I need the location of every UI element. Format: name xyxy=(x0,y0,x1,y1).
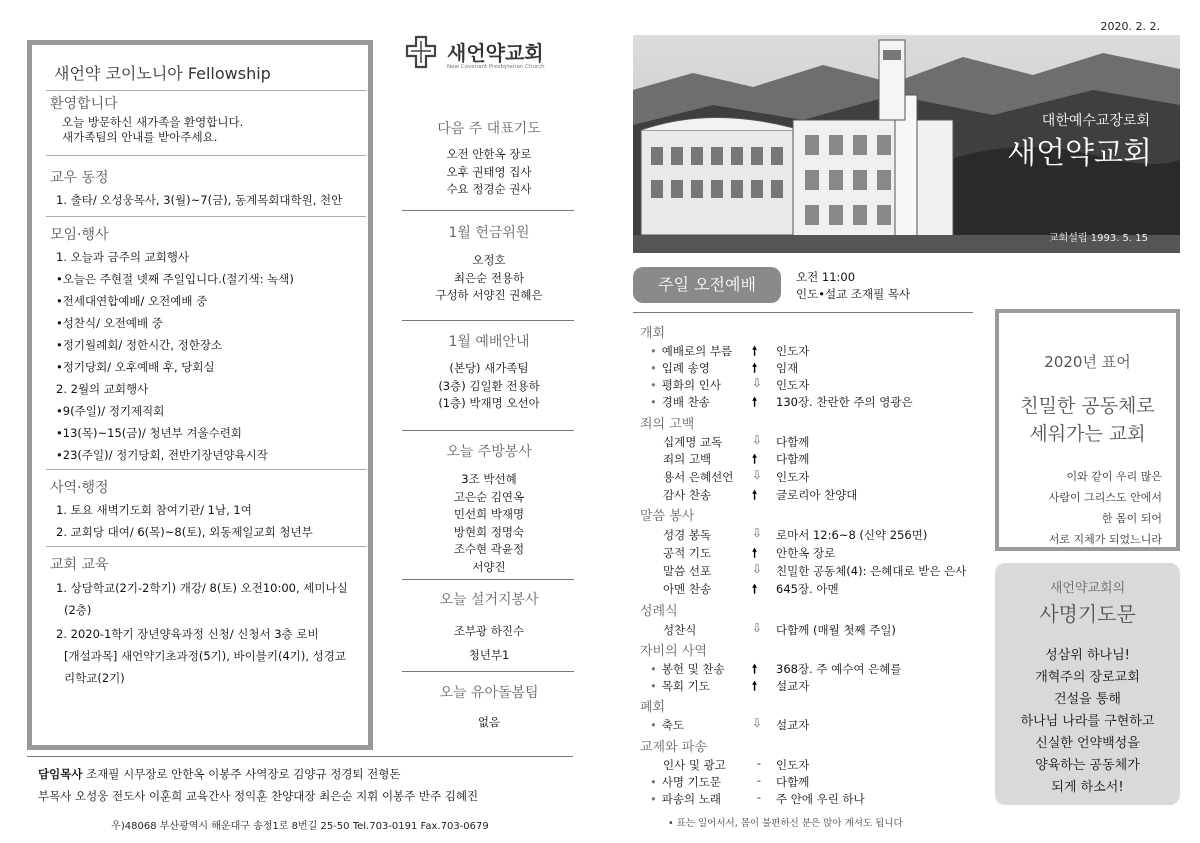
order-item-label: • 목회 기도 xyxy=(650,678,710,694)
sit-arrow-icon: ⇩ xyxy=(752,716,763,730)
section-line: •정기당회/ 오후예배 후, 당회실 xyxy=(56,360,215,374)
order-item-leader: 인도자 xyxy=(776,378,810,392)
dash-mark: - xyxy=(757,791,761,804)
order-item-leader: 130장. 찬란한 주의 영광은 xyxy=(776,395,913,409)
section-line: 조수현 곽윤정 xyxy=(453,542,525,556)
sit-arrow-icon: ⇩ xyxy=(752,468,763,482)
section-line: 오후 권태영 집사 xyxy=(446,164,532,179)
section-line: •전세대연합예배/ 오전예배 중 xyxy=(56,294,208,308)
stand-arrow-icon: 🠕 xyxy=(752,395,758,409)
divider xyxy=(46,155,366,156)
order-item-leader: 주 안에 우린 하나 xyxy=(776,792,865,806)
section-line: 1. 출타/ 오성웅목사, 3(월)~7(금), 동계목회대학원, 천안 xyxy=(56,193,343,207)
section-line: 서양진 xyxy=(472,559,506,574)
welcome-line: 오늘 방문하신 새가족을 환영합니다. xyxy=(62,115,244,129)
section-heading: 오늘 설거지봉사 xyxy=(439,592,539,608)
section-line: 1. 오늘과 금주의 교회행사 xyxy=(56,250,190,264)
stand-arrow-icon: 🠕 xyxy=(752,662,758,676)
staff-line-2: 부목사 오성웅 전도사 이훈희 교육간사 정익훈 찬양대장 최은순 지휘 이봉주 반주 김혜진 xyxy=(38,789,479,803)
order-group-heading: 교제와 파송 xyxy=(640,740,707,755)
section-line: (2층) xyxy=(64,603,92,617)
section-line: 조부광 하진수 xyxy=(453,624,525,638)
section-line: 리학교(2기) xyxy=(64,671,125,685)
stand-arrow-icon: 🠕 xyxy=(752,546,758,560)
sit-arrow-icon: ⇩ xyxy=(752,433,763,447)
theme-year: 2020년 표어 xyxy=(1044,353,1131,371)
order-group-heading: 폐회 xyxy=(640,700,666,715)
order-item-leader: 다함께 xyxy=(776,435,810,449)
denomination-text: 대한예수교장로회 xyxy=(1041,113,1150,129)
verse-line: 서로 지체가 되었느니라 xyxy=(1048,533,1162,546)
verse-line: 이와 같이 우리 많은 xyxy=(1066,470,1162,483)
order-item-leader: 친밀한 공동체(4): 은혜대로 받은 은사 xyxy=(776,564,967,578)
section-line: 최은순 전용하 xyxy=(453,270,525,285)
stand-arrow-icon: 🠕 xyxy=(752,488,758,502)
section-line: 청년부1 xyxy=(468,648,510,662)
church-photo xyxy=(633,35,1180,253)
childcare-section xyxy=(405,682,573,732)
mission-subtitle: 새언약교회의 xyxy=(1049,581,1126,596)
fellowship-panel xyxy=(27,40,373,750)
stand-arrow-icon: 🠕 xyxy=(752,679,758,693)
staff-line-1 xyxy=(38,766,401,782)
divider xyxy=(46,546,366,547)
divider xyxy=(402,579,574,580)
order-group-heading: 개회 xyxy=(640,326,666,341)
mission-prayer-box xyxy=(995,563,1180,805)
section-line: 3조 박선혜 xyxy=(461,472,517,486)
welcome-line: 새가족팀의 안내를 받아주세요. xyxy=(62,130,218,144)
order-item-label: 성찬식 xyxy=(663,623,697,637)
order-item-leader: 인도자 xyxy=(776,344,810,358)
sit-arrow-icon: ⇩ xyxy=(752,526,763,540)
order-item-leader: 인도자 xyxy=(776,470,810,484)
dash-mark: - xyxy=(757,774,761,787)
section-line: •오늘은 주현절 넷째 주일입니다.(절기색: 녹색) xyxy=(56,272,294,286)
yearly-theme-box xyxy=(995,309,1180,551)
kitchen-service-section xyxy=(405,441,573,576)
stand-arrow-icon: 🠕 xyxy=(752,582,758,596)
order-item-label: • 입례 송영 xyxy=(650,360,710,376)
section-line: •23(주일)/ 정기당회, 전반기장년양육시작 xyxy=(56,448,268,462)
section-heading: 다음 주 대표기도 xyxy=(437,121,541,137)
section-line: 오정호 xyxy=(472,253,506,267)
section-line: 2. 2월의 교회행사 xyxy=(56,382,149,396)
order-item-leader: 안한옥 장로 xyxy=(776,546,836,560)
order-item-label: 공적 기도 xyxy=(663,546,712,560)
divider xyxy=(402,430,574,431)
order-item-label: 십계명 교독 xyxy=(663,435,723,449)
order-item-label: • 경배 찬송 xyxy=(650,394,710,410)
section-line: 구성하 서양진 권혜은 xyxy=(435,288,543,302)
section-line: (3층) 김일환 전용하 xyxy=(438,378,540,393)
divider xyxy=(402,210,574,211)
verse-line: 한 몸이 되어 xyxy=(1101,512,1162,525)
next-prayer-section xyxy=(405,118,573,199)
order-item-label: 성경 봉독 xyxy=(663,528,712,542)
section-heading: 1월 헌금위원 xyxy=(448,225,530,241)
section-line: •정기월례회/ 정한시간, 정한장소 xyxy=(56,338,223,352)
mission-line: 건설을 통해 xyxy=(1054,692,1121,707)
section-line: 1. 상담학교(2기-2학기) 개강/ 8(토) 오전10:00, 세미나실 xyxy=(56,581,348,595)
service-name-badge: 주일 오전예배 xyxy=(633,267,781,303)
section-line: •성찬식/ 오전예배 중 xyxy=(56,316,163,330)
order-group-heading: 죄의 고백 xyxy=(640,417,695,432)
section-line: 오전 안한옥 장로 xyxy=(446,147,532,161)
stand-arrow-icon: 🠕 xyxy=(752,344,758,358)
order-item-label: 말씀 선포 xyxy=(663,564,712,578)
dash-mark: - xyxy=(757,757,761,770)
order-item-leader: 임재 xyxy=(776,361,799,375)
logo-subtitle: New Covenant Presbyterian Church xyxy=(447,64,545,70)
divider xyxy=(46,216,366,217)
stand-arrow-icon: 🠕 xyxy=(752,361,758,375)
section-line: 2. 교회당 대여/ 6(목)~8(토), 외동제일교회 청년부 xyxy=(56,525,313,539)
order-item-leader: 설교자 xyxy=(776,718,810,732)
section-heading: 교우 동정 xyxy=(50,170,109,186)
service-info xyxy=(796,269,910,303)
mission-line: 양육하는 공동체가 xyxy=(1035,758,1140,773)
divider xyxy=(27,756,573,757)
mission-title: 사명기도문 xyxy=(1039,602,1136,626)
mission-line: 되게 하소서! xyxy=(1051,780,1124,795)
motto-line: 세워가는 교회 xyxy=(1029,423,1146,445)
order-item-label: • 파송의 노래 xyxy=(650,791,721,807)
sit-arrow-icon: ⇩ xyxy=(752,376,763,390)
section-line: •13(목)~15(금)/ 청년부 겨울수련회 xyxy=(56,426,242,440)
sit-arrow-icon: ⇩ xyxy=(752,562,763,576)
mission-body xyxy=(995,645,1180,799)
order-item-label: • 사명 기도문 xyxy=(650,774,721,790)
bulletin-date: 2020. 2. 2. xyxy=(1100,20,1160,33)
order-item-leader: 다함께 (매월 첫째 주일) xyxy=(776,623,896,637)
staff-names: 조재필 시무장로 안한옥 이봉주 사역장로 김양규 정경퇴 전형돈 xyxy=(86,767,401,781)
order-group-heading: 성례식 xyxy=(640,604,678,619)
section-line: 1. 토요 새벽기도회 참여기관/ 1남, 1여 xyxy=(56,503,252,517)
worship-guide-section xyxy=(405,331,573,413)
welcome-heading: 환영합니다 xyxy=(50,96,118,112)
order-item-leader: 다함께 xyxy=(776,452,810,466)
order-item-leader: 368장. 주 예수여 은혜를 xyxy=(776,662,902,676)
section-heading: 모임·행사 xyxy=(50,227,109,243)
sit-arrow-icon: ⇩ xyxy=(752,621,763,635)
order-item-label: • 예배로의 부름 xyxy=(650,343,732,359)
section-heading: 사역·행정 xyxy=(50,480,109,496)
church-name-text: 새언약교회 xyxy=(1007,136,1152,171)
standing-footnote: • 표는 일어서서, 몸이 불편하신 분은 앉아 계셔도 됩니다 xyxy=(668,818,903,829)
order-group-heading: 말씀 봉사 xyxy=(640,509,695,524)
order-item-leader: 글로리아 찬양대 xyxy=(776,488,858,502)
logo-name: 새언약교회 xyxy=(447,41,544,65)
order-item-label: 용서 은혜선언 xyxy=(663,470,734,484)
order-item-label: • 봉헌 및 찬송 xyxy=(650,661,725,677)
service-leader: 인도•설교 조재필 목사 xyxy=(796,287,911,301)
section-line: 수요 정경순 권사 xyxy=(446,182,532,196)
church-address: 우)48068 부산광역시 해운대구 송정1로 8번길 25-50 Tel.703-0191 Fax.703-0679 xyxy=(111,821,489,832)
mission-line: 하나님 나라를 구현하고 xyxy=(1020,714,1155,729)
section-heading: 1월 예배안내 xyxy=(448,334,530,350)
founded-date: 교회설립 1993. 5. 15 xyxy=(1048,233,1148,244)
section-line: (1층) 박재명 오선아 xyxy=(438,396,540,410)
order-item-leader: 인도자 xyxy=(776,758,810,772)
divider xyxy=(633,312,973,313)
order-item-label: 아멘 찬송 xyxy=(663,582,712,596)
order-item-label: 감사 찬송 xyxy=(663,488,712,502)
theme-verse xyxy=(999,466,1176,550)
divider xyxy=(402,671,574,672)
section-line: 민선희 박재명 xyxy=(453,507,525,521)
order-item-leader: 로마서 12:6~8 (신약 256면) xyxy=(776,528,928,542)
divider xyxy=(46,90,366,91)
motto-line: 친밀한 공동체로 xyxy=(1020,395,1155,417)
section-heading: 오늘 유아돌봄팀 xyxy=(439,685,539,701)
order-item-label: 죄의 고백 xyxy=(663,452,712,466)
order-item-leader: 설교자 xyxy=(776,679,810,693)
section-heading: 오늘 주방봉사 xyxy=(446,444,532,460)
order-item-leader: 다함께 xyxy=(776,775,810,789)
section-line: [개설과목] 새언약기초과정(5기), 바이블키(4기), 성경교 xyxy=(64,649,347,663)
section-line: 방현희 정명숙 xyxy=(453,524,525,539)
section-line: 없음 xyxy=(477,715,501,729)
section-line: •9(주일)/ 정기제직회 xyxy=(56,404,165,418)
mission-line: 개혁주의 장로교회 xyxy=(1035,670,1140,685)
cross-logo-icon xyxy=(405,35,437,69)
section-line: 고은순 김연옥 xyxy=(453,489,525,504)
divider xyxy=(46,469,366,470)
verse-line: 사람이 그리스도 안에서 xyxy=(1048,491,1162,504)
dish-service-section xyxy=(405,589,573,667)
order-item-leader: 645장. 아멘 xyxy=(776,582,839,596)
divider xyxy=(402,320,574,321)
senior-pastor-label: 담임목사 xyxy=(38,767,83,781)
section-line: 2. 2020-1학기 장년양육과정 신청/ 신청서 3층 로비 xyxy=(56,627,319,641)
mission-line: 성삼위 하나님! xyxy=(1045,648,1130,663)
fellowship-title: 새언약 코이노니아 Fellowship xyxy=(54,64,271,83)
offering-committee-section xyxy=(405,222,573,305)
order-group-heading: 자비의 사역 xyxy=(640,644,707,659)
order-item-label: 인사 및 광고 xyxy=(663,758,726,772)
service-time: 오전 11:00 xyxy=(796,270,856,284)
order-item-label: • 평화의 인사 xyxy=(650,377,721,393)
section-heading: 교회 교육 xyxy=(50,557,109,573)
section-line: (본당) 새가족팀 xyxy=(449,361,529,375)
order-item-label: • 축도 xyxy=(650,717,684,733)
mission-line: 신실한 언약백성을 xyxy=(1035,736,1140,751)
stand-arrow-icon: 🠕 xyxy=(752,452,758,466)
theme-motto xyxy=(999,392,1176,448)
